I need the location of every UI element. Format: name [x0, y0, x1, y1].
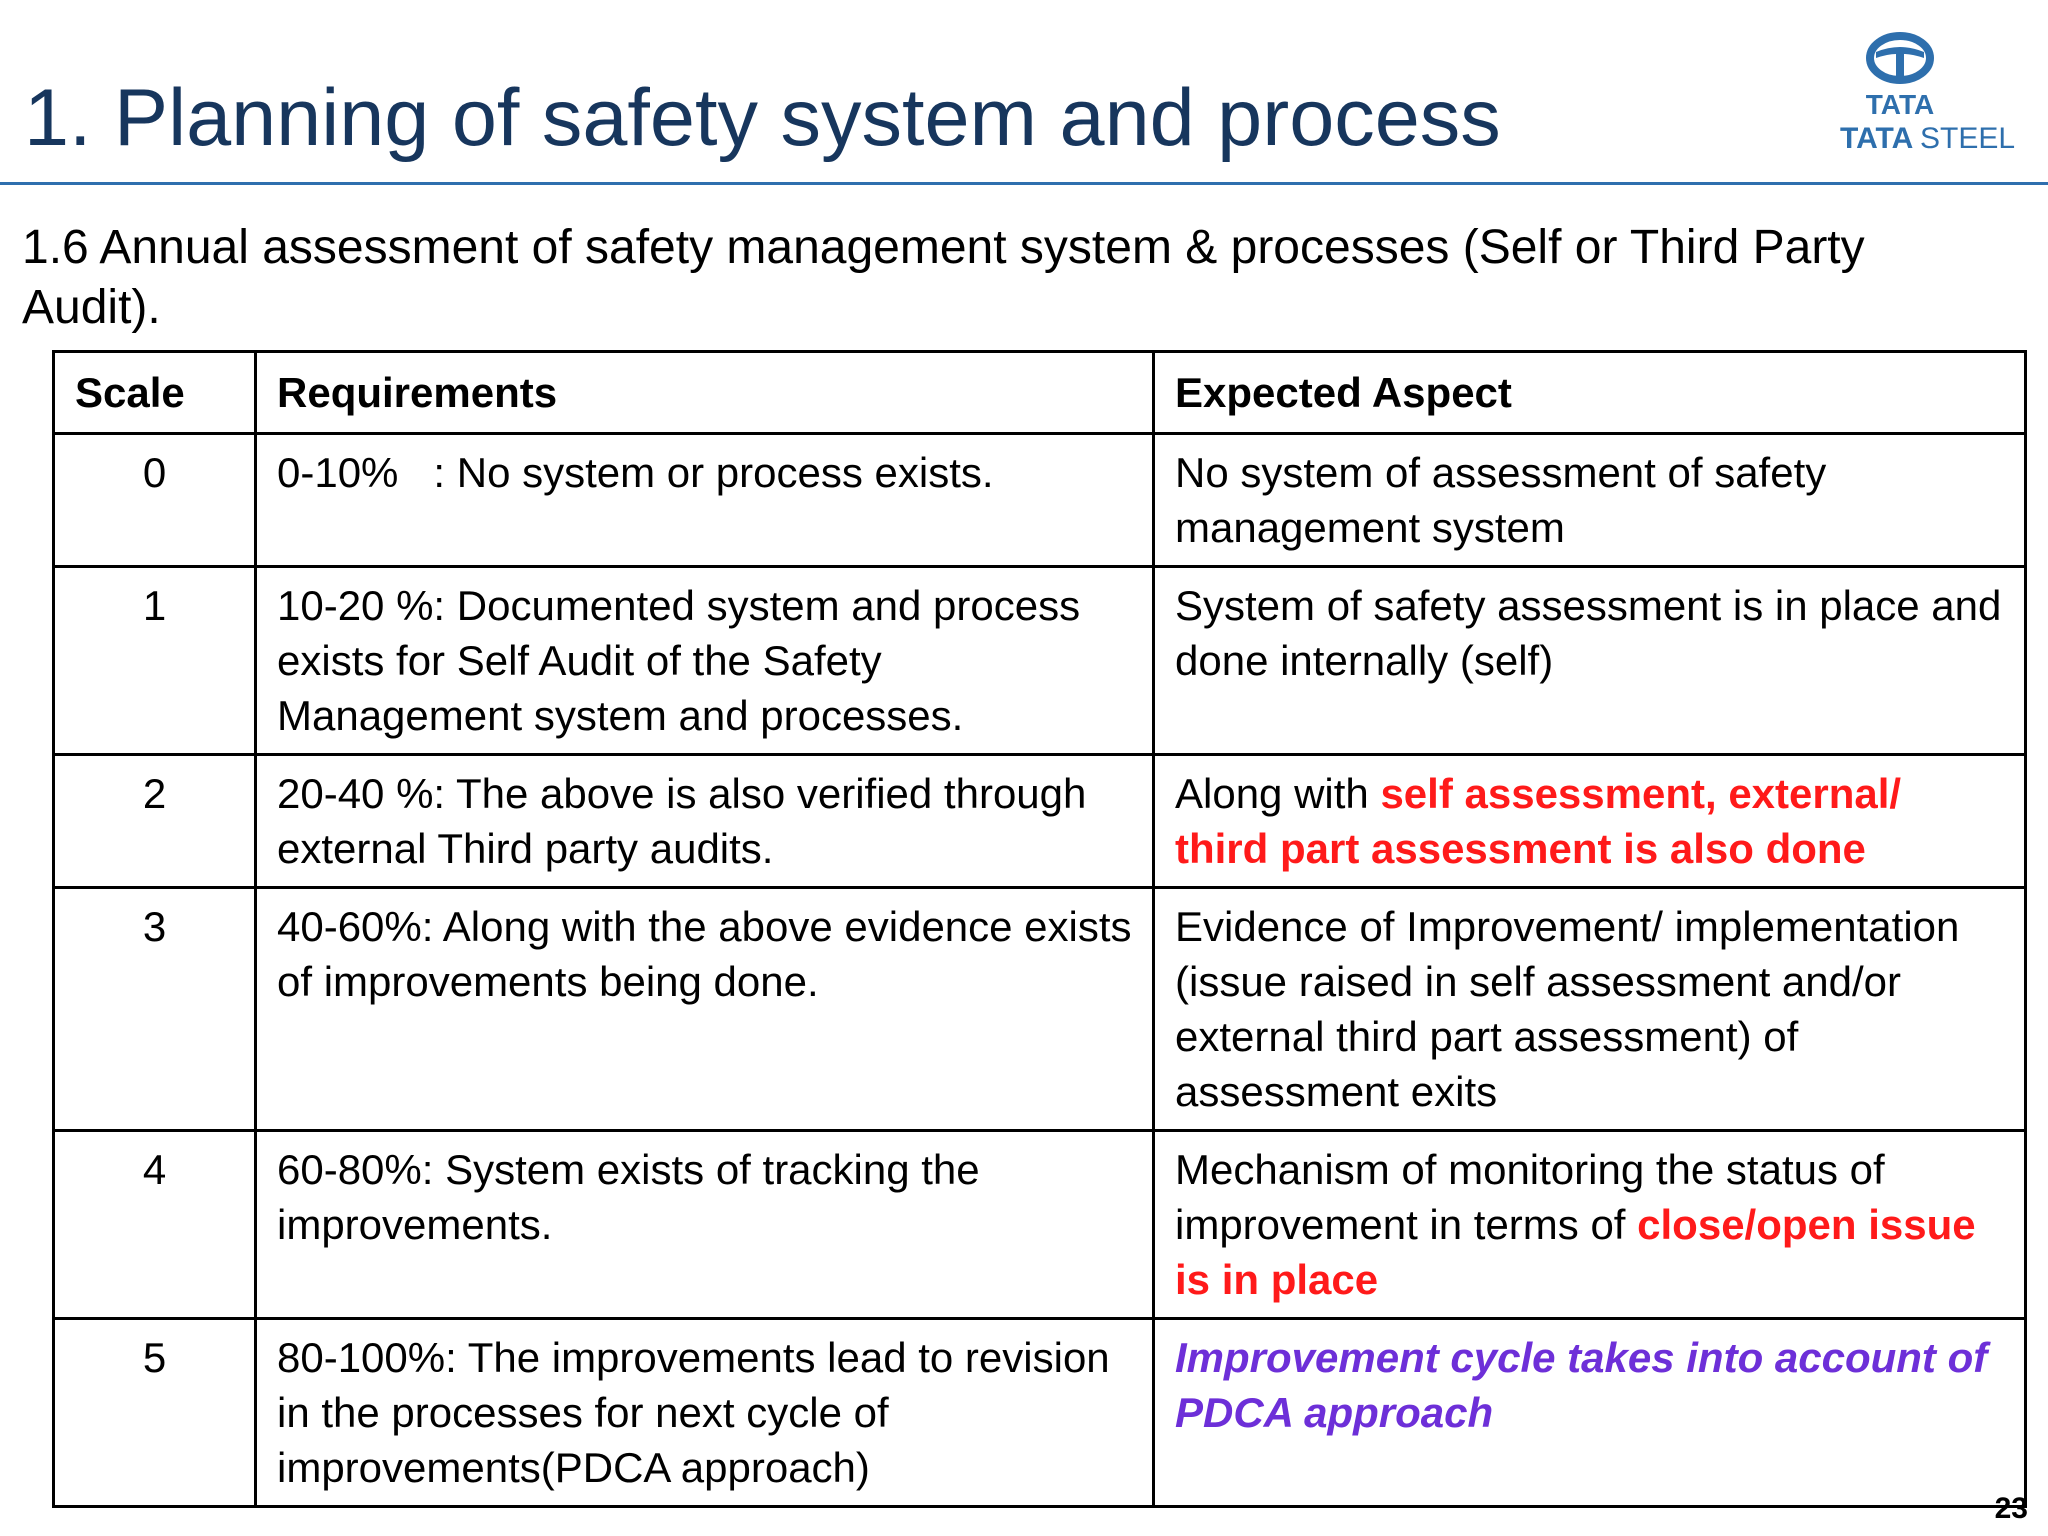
logo-top-text: TATA — [1865, 89, 1935, 120]
slide-title: 1. Planning of safety system and process — [24, 73, 1501, 163]
scale-cell: 2 — [54, 755, 256, 888]
table-row — [54, 755, 2026, 888]
table-row — [54, 567, 2026, 755]
table-row — [54, 1319, 2026, 1507]
assessment-table — [52, 350, 2027, 1508]
aspect-cell — [1154, 755, 2026, 888]
table-header-row — [54, 352, 2026, 434]
requirement-cell: 60-80%: System exists of tracking the improvements. — [256, 1131, 1154, 1319]
requirement-cell: 40-60%: Along with the above evidence exists of improvements being done. — [256, 888, 1154, 1131]
logo-left-text: TATA — [1840, 122, 1914, 155]
aspect-text: Mechanism of monitoring the status of improvement in terms of — [1175, 1146, 1885, 1248]
aspect-emphasis: Improvement cycle takes into account of PDCA approach — [1175, 1334, 1988, 1436]
table-row — [54, 434, 2026, 567]
page-number: 23 — [1994, 1492, 2028, 1525]
tata-emblem-icon — [1840, 30, 2030, 160]
aspect-cell: Evidence of Improvement/ implementation (issue raised in self assessment and/or external third part assessment) of assessment exits — [1154, 888, 2026, 1131]
scale-cell: 1 — [54, 567, 256, 755]
scale-cell: 4 — [54, 1131, 256, 1319]
aspect-cell — [1154, 1131, 2026, 1319]
requirement-cell: 10-20 %: Documented system and process exists for Self Audit of the Safety Management system and processes. — [256, 567, 1154, 755]
section-subtitle: 1.6 Annual assessment of safety management system & processes (Self or Third Party Audit). — [22, 221, 1865, 334]
aspect-highlight: self assessment, external/ third part assessment is also done — [1175, 770, 1902, 872]
aspect-text: Along with — [1175, 770, 1381, 817]
requirement-cell: 80-100%: The improvements lead to revision in the processes for next cycle of improvements(PDCA approach) — [256, 1319, 1154, 1507]
aspect-cell: No system of assessment of safety management system — [1154, 434, 2026, 567]
aspect-cell — [1154, 1319, 2026, 1507]
scale-cell: 0 — [54, 434, 256, 567]
table-row — [54, 888, 2026, 1131]
aspect-highlight: close/open issue is in place — [1175, 1201, 1976, 1303]
title-divider — [0, 182, 2048, 185]
requirement-cell: 20-40 %: The above is also verified through external Third party audits. — [256, 755, 1154, 888]
scale-cell: 5 — [54, 1319, 256, 1507]
header-expected-aspect: Expected Aspect — [1154, 352, 2026, 434]
header-requirements: Requirements — [256, 352, 1154, 434]
tata-steel-logo — [1840, 30, 2030, 160]
requirement-cell: 0-10% : No system or process exists. — [256, 434, 1154, 567]
header-scale: Scale — [54, 352, 256, 434]
table-row — [54, 1131, 2026, 1319]
scale-cell: 3 — [54, 888, 256, 1131]
aspect-cell: System of safety assessment is in place and done internally (self) — [1154, 567, 2026, 755]
logo-right-text: STEEL — [1920, 122, 2016, 155]
